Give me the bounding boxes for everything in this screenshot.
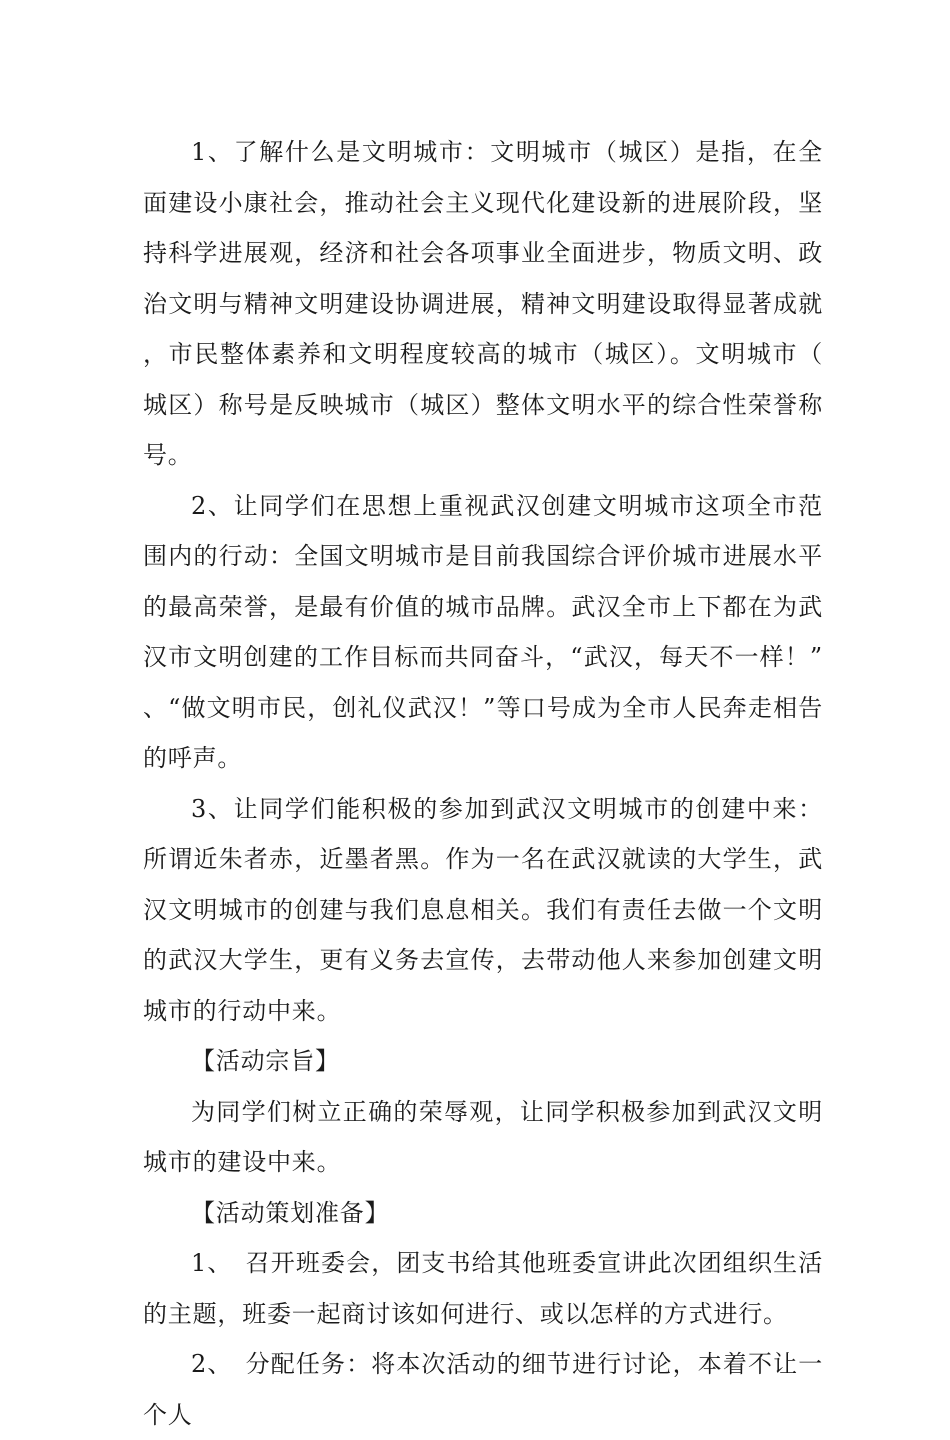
- paragraph-participate: 3、让同学们能积极的参加到武汉文明城市的创建中来：所谓近朱者赤，近墨者黑。作为一名在武汉就读的大学生，武汉文明城市的创建与我们息息相关。我们有责任去做一个文明的武汉大学生，更有义务去宣传，去带动他人来参加创建文明城市的行动中来。: [143, 794, 823, 1025]
- paragraph-purpose: 为同学们树立正确的荣辱观，让同学积极参加到武汉文明城市的建设中来。: [143, 1097, 823, 1176]
- paragraph-value-campaign: 2、让同学们在思想上重视武汉创建文明城市这项全市范围内的行动：全国文明城市是目前我国综合评价城市进展水平的最高荣誉，是最有价值的城市品牌。武汉全市上下都在为武汉市文明创建的工作目标而共同奋斗，“武汉，每天不一样！”、“做文明市民，创礼仪武汉！”等口号成为全市人民奔走相告的呼声。: [143, 491, 823, 772]
- section-heading-preparation: 【活动策划准备】: [191, 1198, 390, 1227]
- list-item-assign-tasks: 2、 分配任务：将本次活动的细节进行讨论，本着不让一个人: [143, 1350, 823, 1429]
- document-body: [143, 127, 823, 1440]
- list-item-committee-meeting: 1、 召开班委会，团支书给其他班委宣讲此次团组织生活的主题，班委一起商讨该如何进行、或以怎样的方式进行。: [143, 1249, 823, 1328]
- section-heading-purpose: 【活动宗旨】: [191, 1047, 340, 1075]
- paragraph-understand-civilized-city: 1、了解什么是文明城市：文明城市（城区）是指，在全面建设小康社会，推动社会主义现代化建设新的进展阶段，坚持科学进展观，经济和社会各项事业全面进步，物质文明、政治文明与精神文明建设协调进展，精神文明建设取得显著成就，市民整体素养和文明程度较高的城市（城区）。文明城市（城区）称号是反映城市（城区）整体文明水平的综合性荣誉称号。: [143, 138, 823, 469]
